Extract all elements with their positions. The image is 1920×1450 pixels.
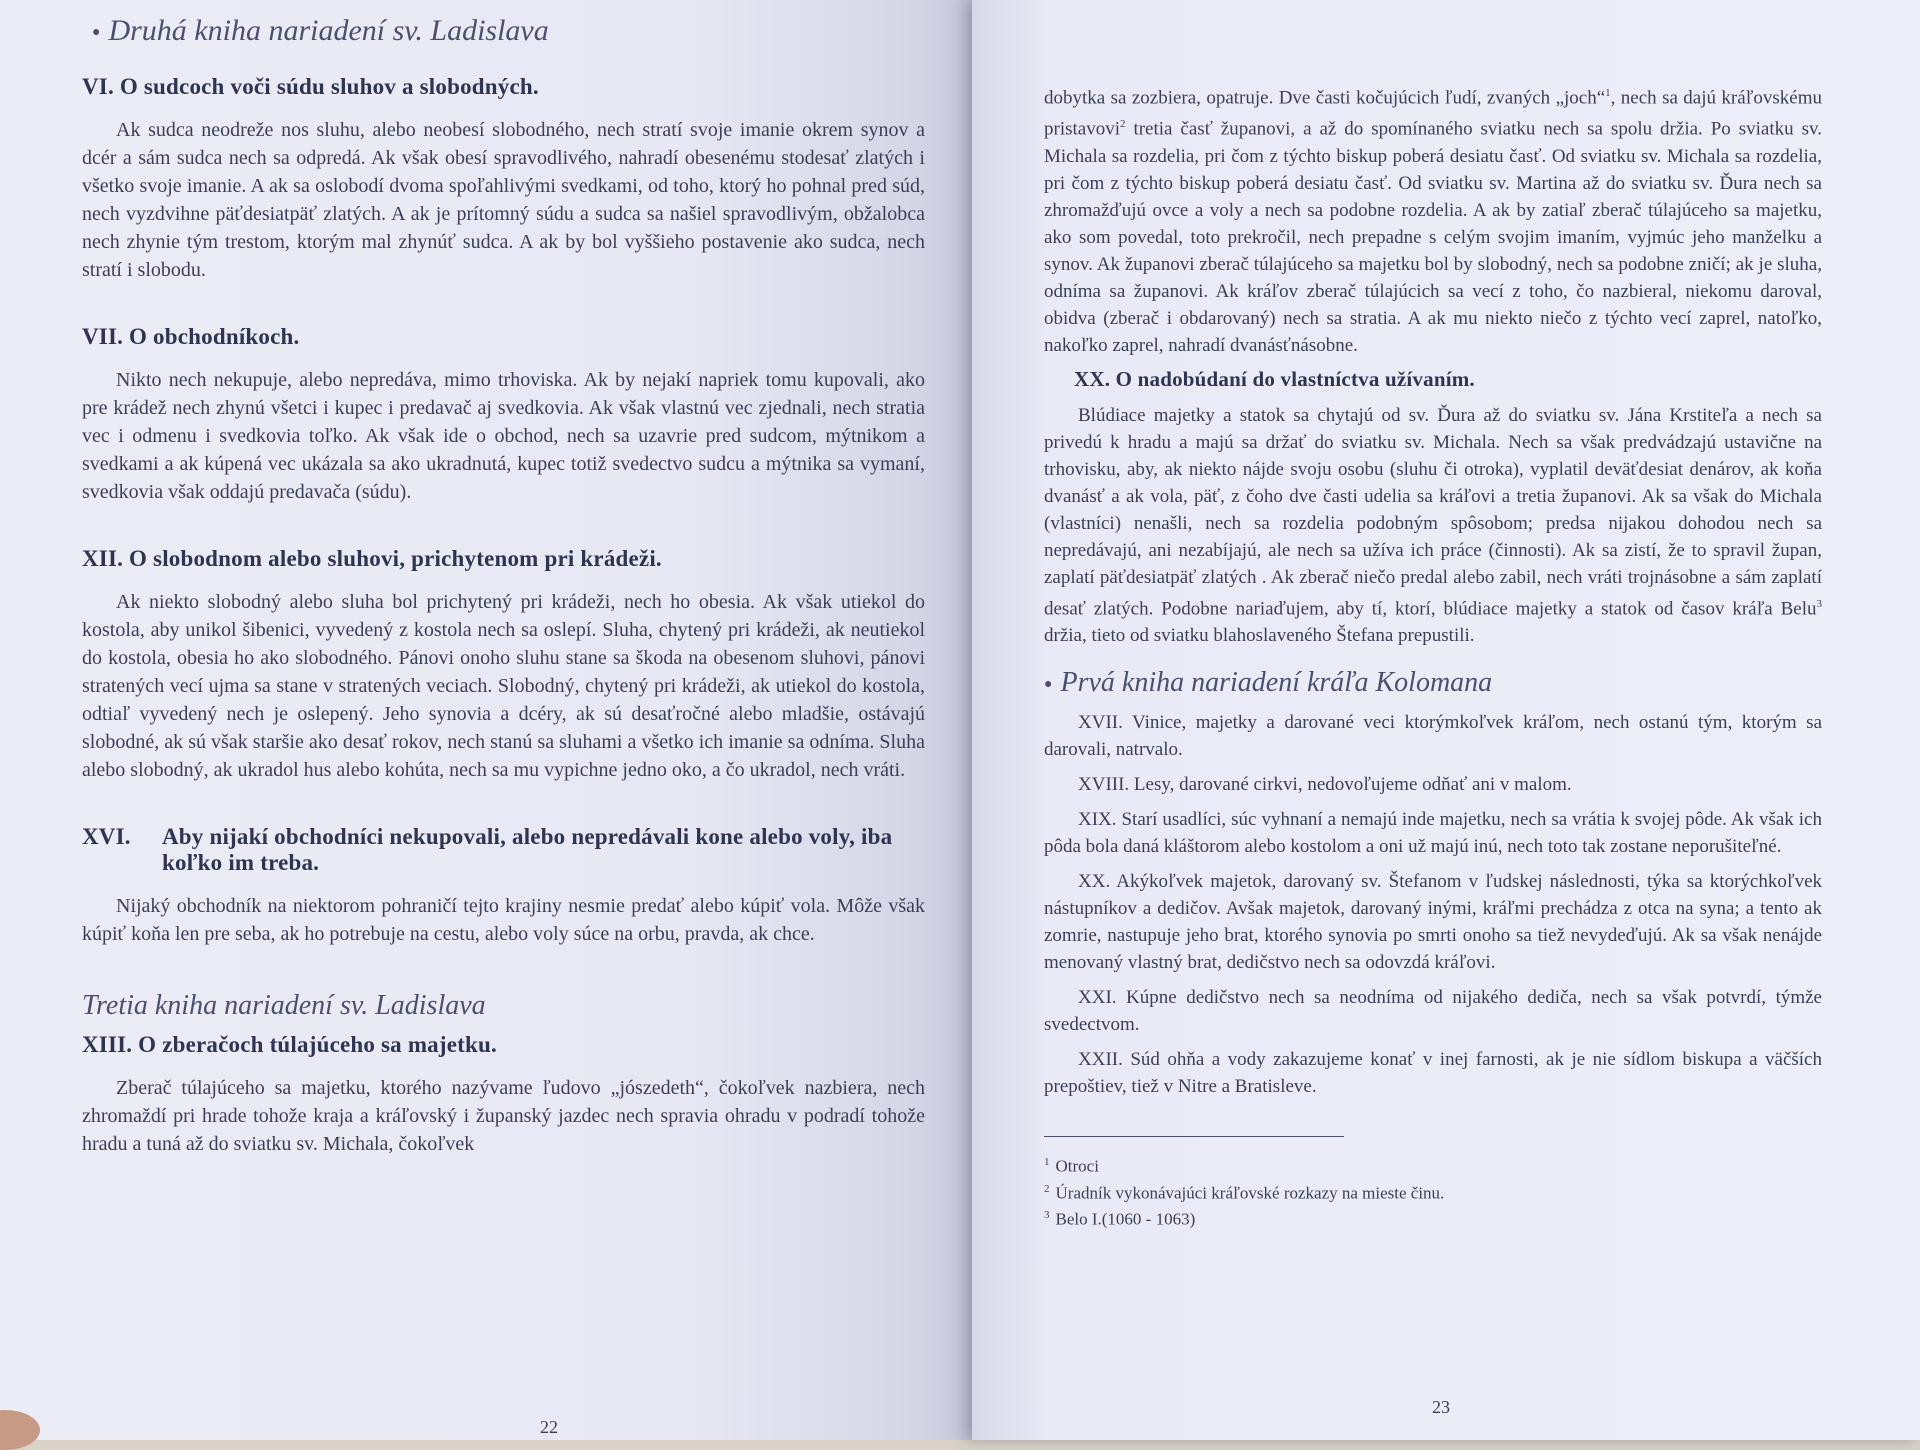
paragraph: Nijaký obchodník na niektorom pohraničí tejto krajiny nesmie predať alebo kúpiť vola. Môže však kúpiť koňa len pre seba, ak ho potrebuje na cestu, alebo voly súce na orbu, pravda, ak chce. <box>82 895 925 945</box>
section-heading <box>82 824 925 876</box>
paragraph: XXI. Kúpne dedičstvo nech sa neodníma od nijakého dediča, nech sa však potvrdí, týmže svedectvom. <box>1044 986 1822 1035</box>
footnote-ref: 2 <box>1120 118 1126 131</box>
book-title: Tretia kniha nariadení sv. Ladislava <box>82 990 486 1021</box>
section-heading: XII. O slobodnom alebo sluhovi, prichytenom pri krádeži. <box>82 546 662 571</box>
footnote: $^3$ Belo I.(1060 - 1063) <box>1044 1209 1196 1229</box>
section-heading-text: Aby nijakí obchodníci nekupovali, alebo nepredávali kone alebo voly, iba koľko im treba. <box>162 824 893 875</box>
footnote: $^1$ Otroci <box>1044 1155 1099 1176</box>
paragraph: Ak sudca neodreže nos sluhu, alebo neobesí slobodného, nech stratí svoje imanie okrem synov a dcér a sám sudca nech sa odpredá. Ak však obesí spravodlivého, nahradí obesenému stodesať zlatých i všetko svoje imanie. A ak sa oslobodí dvoma spoľahlivými svedkami, od toho, ktorý ho pohnal pred súd, nech vyzdvihne päťdesiatpäť zlatých. A ak je prítomný súdu a sudca sa našiel spravodlivým, obžalobca nech zhynie tým trestom, ktorým mal zhynúť sudca. A ak by bol vyššieho postavenie ako sudca, nech stratí i slobodu. <box>82 119 925 281</box>
paragraph: XXII. Súd ohňa a vody zakazujeme konať v inej farnosti, ak je nie sídlom biskupa a väčších prepoštiev, tiež v Nitre a Bratisleve. <box>1044 1048 1822 1097</box>
paragraph: Blúdiace majetky a statok sa chytajú od sv. Ďura až do sviatku sv. Jána Krstiteľa a nech sa privedú k hradu a majú sa držať do sviatku sv. Michala. Nech sa však predvádzajú ustavične na trhovisku, aby, ak niekto nájde svoju osobu (sluhu či otroka), vyplatil deväťdesiat denárov, ak koňa dvanásť a ak vola, päť, z čoho dve časti udelia sa kráľovi a tretia županovi. Ak sa však do Michala (vlastníci) nenašli, nech sa rozdelia podobným spôsobom; predsa nijakou dohodou nech sa nepredávajú, ani nezabíjajú, ale nech sa užíva ich práce (činnosti). Ak sa zistí, že to spravil župan, zaplatí päťdesiatpäť zlatých . Ak zberač niečo predal alebo zabil, nech vráti trojnásobne a sám zaplatí desať zlatých. Podobne nariaďujem, aby tí, ktorí, blúdiace majetky a statok od časov kráľa Belu$^3$ držia, tieto od sviatku blahoslaveného Štefana prepustili. <box>1044 404 1822 646</box>
footnote-ref: 1 <box>1605 87 1611 99</box>
footnote-ref: 3 <box>1816 597 1822 610</box>
section-heading: XIII. O zberačoch túlajúceho sa majetku. <box>82 1032 497 1057</box>
paragraph: dobytka sa zozbiera, opatruje. Dve časti kočujúcich ľudí, zvaných „joch“$^1$, nech sa dajú kráľovskému pristavovi$^2$ tretia časť županovi, a až do spomínaného sviatku nech sa spolu držia. Po sviatku sv. Michala sa rozdelia, pri čom z týchto biskup poberá desiatu časť. Od sviatku sv. Michala sa rozdelia, pri čom z týchto biskup poberá desiatu časť. Od sviatku sv. Martina až do sviatku sv. Ďura nech sa zhromažďujú ovce a voly a nech sa podobne rozdelia. A ak by zatiaľ zberač túlajúceho sa majetku, ako som povedal, toto prekročil, nech prepadne s celým svojim imaním, vyjmúc jeho manželku a synov. Ak županovi zberač túlajúceho sa majetku bol by slobodný, nech sa podobne zničí; ak je sluha, odníma sa županovi. Ak kráľov zberač túlajúcich sa vecí z toho, čo nazbieral, niekomu daroval, obidva (zberač i obdarovaný) nech sa stratia. A ak mu niekto niečo z týchto vecí zaprel, natoľko, nakoľko zaprel, nahradí dvanásťnásobne. <box>1044 87 1822 356</box>
paragraph: XX. Akýkoľvek majetok, darovaný sv. Štefanom v ľudskej následnosti, týka sa ktorýchkoľvek nástupníkov a dedičov. Avšak majetok, darovaný inými, kráľmi prechádza z otca na syna; a tento ak zomrie, nastupuje jeho brat, ktorého synovia po smrti onoho sa tiež nevydeďujú. Ak sa však nenájde menovaný vlastný brat, dedičstvo nech sa odovzdá kráľovi. <box>1044 870 1822 973</box>
right-page <box>972 0 1920 1440</box>
paragraph: Ak niekto slobodný alebo sluha bol prichytený pri krádeži, nech ho obesia. Ak však utiekol do kostola, aby unikol šibenici, vyvedený z kostola nech sa oslepí. Sluha, chytený pri krádeži, ak neutiekol do kostola, obesia ho ako slobodného. Pánovi onoho sluhu stane sa škoda na obesenom sluhovi, pánovi stratených vecí ujma sa stane v stratených veciach. Slobodný, chytený pri krádeži, ak utiekol do kostola, odtiaľ vyvedený nech je oslepený. Jeho synovia a dcéry, ak sú desaťročné alebo mladšie, ostávajú slobodné, ak sú však staršie ako desať rokov, nech stanú sa sluhami a všetko ich imanie sa odníma. Sluha alebo slobodný, ak ukradol hus alebo kohúta, nech sa mu vypichne jedno oko, a čo ukradol, nech vráti. <box>82 591 925 781</box>
section-heading: VI. O sudcoch voči súdu sluhov a slobodných. <box>82 74 539 99</box>
paragraph: XIX. Starí usadlíci, súc vyhnaní a nemajú inde majetku, nech sa vrátia k svojej pôde. Ak však ich pôda bola daná kláštorom alebo kostolom a oni už majú inú, nech toto tak zostane neporušiteľné. <box>1044 808 1822 857</box>
paragraph: Nikto nech nekupuje, alebo nepredáva, mimo trhoviska. Ak by nejakí napriek tomu kupovali, ako pre krádež nech zhynú všetci i kupec i predavač aj svedkovia. Ak však vlastnú vec zjednali, nech stratia vec i odmenu i svedkovia toľko. Ak však ide o obchod, nech sa uzavrie pred sudcom, mýtnikom a svedkami a ak kúpená vec ukázala sa ako ukradnutá, kupec totiž svedectvo sudcu a mýtnika sa vymaní, svedkovia však oddajú predavača (súdu). <box>82 369 925 503</box>
paragraph: Zberač túlajúceho sa majetku, ktorého nazývame ľudovo „jószedeth“, čokoľvek nazbiera, nech zhromaždí pri hrade tohože kraja a kráľovský i županský jazdec nech spravia ohradu v podradí tohože hradu a tuná až do sviatku sv. Michala, čokoľvek <box>82 1077 925 1155</box>
paragraph: XVIII. Lesy, darované cirkvi, nedovoľujeme odňať ani v malom. <box>1078 773 1572 795</box>
section-heading: VII. O obchodníkoch. <box>82 324 300 349</box>
running-head: ● Druhá kniha nariadení sv. Ladislava <box>92 14 549 47</box>
bullet-icon: ● <box>1044 676 1053 692</box>
footnote-divider <box>1044 1136 1344 1137</box>
footnote: $^2$ Úradník vykonávajúci kráľovské rozkazy na mieste činu. <box>1044 1182 1445 1203</box>
page-number: 22 <box>540 1417 558 1437</box>
section-number: XVI. <box>82 824 131 849</box>
paragraph: XVII. Vinice, majetky a darované veci ktorýmkoľvek kráľom, nech ostanú tým, ktorým sa darovali, natrvalo. <box>1044 711 1822 760</box>
book-title: ● Prvá kniha nariadení kráľa Kolomana <box>1044 666 1493 698</box>
bullet-icon: ● <box>92 25 101 41</box>
section-heading: XX. O nadobúdaní do vlastníctva užívaním. <box>1074 366 1475 391</box>
page-number: 23 <box>1432 1397 1450 1417</box>
